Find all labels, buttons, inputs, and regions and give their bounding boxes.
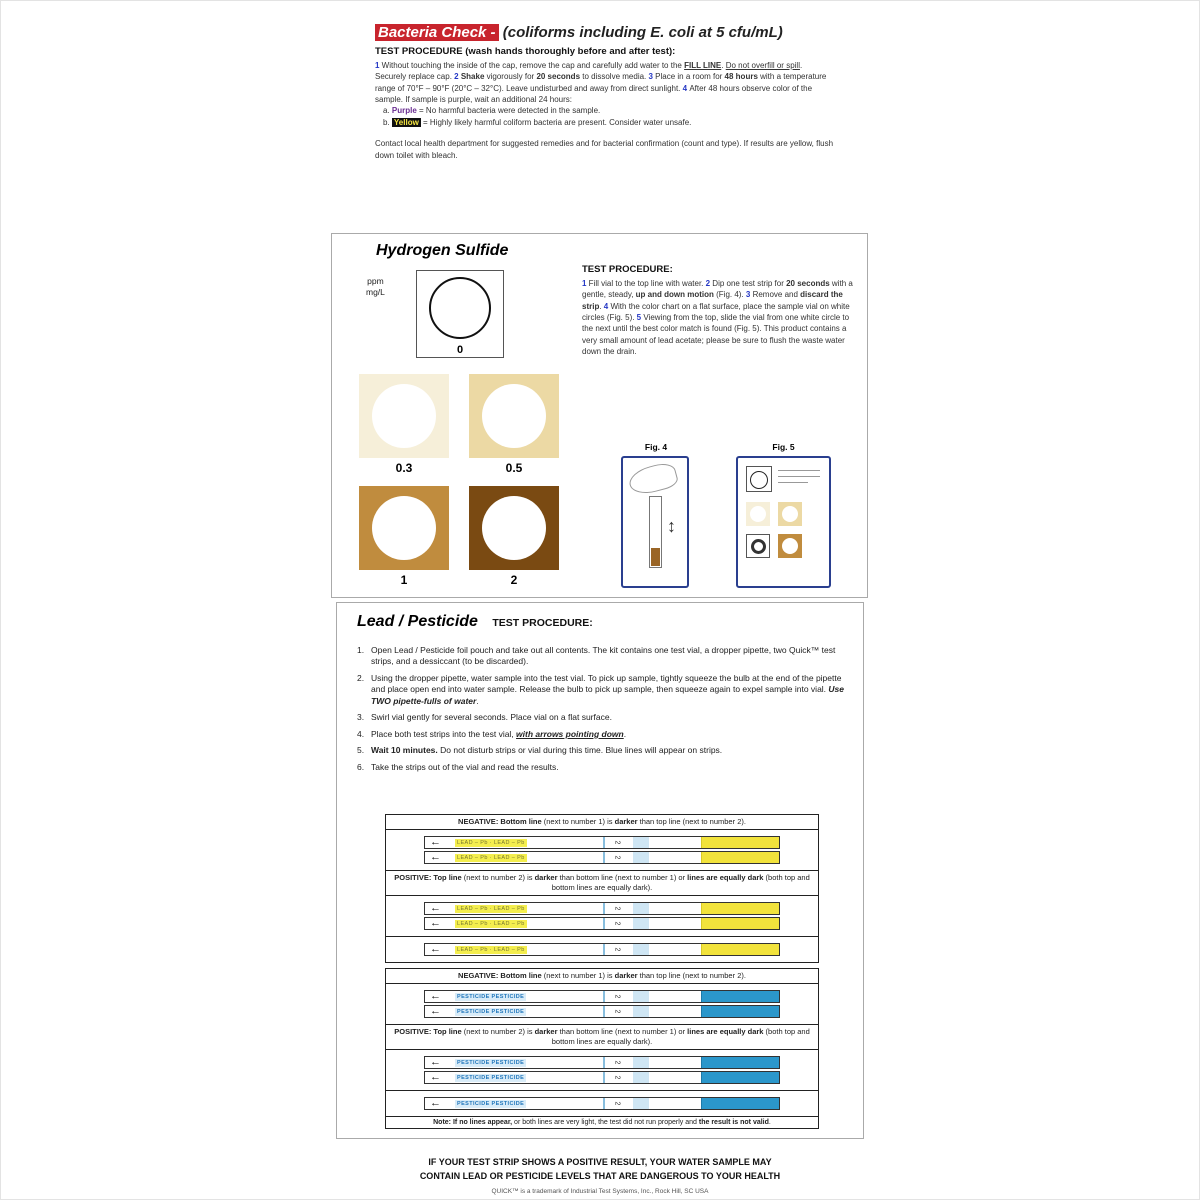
step-number: 1. <box>357 645 365 655</box>
pesticide-negative-header: NEGATIVE: Bottom line (next to number 1) is darker than top line (next to number 2). <box>385 968 819 984</box>
pesticide-test-strip <box>424 1056 780 1069</box>
pesticide-strip-pad <box>701 1098 779 1109</box>
strip-number-2: 2 <box>613 906 621 911</box>
lead-test-strip <box>424 902 780 915</box>
strip-result-band <box>633 1057 649 1068</box>
strip-arrow-icon: ← <box>430 1056 441 1069</box>
unit-mgl: mg/L <box>366 287 385 298</box>
lead-strip-label: LEAD – Pb · LEAD – Pb <box>457 947 525 954</box>
strip-result-line <box>603 918 605 929</box>
lead-strip-label: LEAD – Pb · LEAD – Pb <box>457 855 525 862</box>
lead-pesticide-procedure-heading: TEST PROCEDURE: <box>492 617 593 629</box>
pesticide-strip-label: PESTICIDE PESTICIDE <box>457 1101 525 1108</box>
step-6 <box>357 762 851 773</box>
dipping-strip-illustration <box>649 496 662 568</box>
color-chart-value-03: 0.3 <box>395 461 413 475</box>
trademark-notice: QUICK™ is a trademark of Industrial Test Systems, Inc., Rock Hill, SC USA <box>491 1188 709 1195</box>
strip-number-2: 2 <box>613 947 621 952</box>
color-chart-square-2 <box>469 486 559 570</box>
lead-strip-pad <box>701 918 779 929</box>
pesticide-negative-strips <box>385 983 819 1025</box>
step-text: Using the dropper pipette, water sample into the test vial. To pick up sample, tightly squeeze the bulb at the end of the pipette and place open end into water sample. Release the bulb to pick up sample, then squeeze again to expel sample into vial. Use TWO pipette-fulls of water. <box>371 672 844 706</box>
pesticide-strip-label: PESTICIDE PESTICIDE <box>457 1009 525 1016</box>
strip-result-line <box>603 852 605 863</box>
strip-number-2: 2 <box>613 921 621 926</box>
lead-strip-pad <box>701 903 779 914</box>
color-chart-square-0 <box>416 270 504 358</box>
lead-negative-header: NEGATIVE: Bottom line (next to number 1) is darker than top line (next to number 2). <box>385 814 819 830</box>
lead-strip-label: LEAD – Pb · LEAD – Pb <box>457 840 525 847</box>
bacteria-contact-text: Contact local health department for suggested remedies and for bacterial confirmation (count and type). If results are yellow, flush down toilet with bleach. <box>375 139 834 160</box>
pesticide-strip-label: PESTICIDE PESTICIDE <box>457 1075 525 1082</box>
color-chart-circle-03 <box>372 384 436 448</box>
bacteria-procedure-text: 1 Without touching the inside of the cap, remove the cap and carefully add water to the FILL LINE. Do not overfill or spill. Securely replace cap. 2 Shake vigorously for 20 seconds to dissolve media. 3 Place in a room for 48 hours with a temperature range of 70°F – 90°F (20°C – 32°C). Leave undisturbed and away from direct sunlight. 4 After 48 hours observe color of the sample. If sample is purple, wait an additional 24 hours: <box>375 61 827 105</box>
mini-chart-square-1 <box>778 534 802 558</box>
strip-arrow-icon: ← <box>430 1097 441 1110</box>
strip-result-line <box>603 1098 605 1109</box>
color-chart-circle-1 <box>372 496 436 560</box>
strip-result-band <box>633 837 649 848</box>
bacteria-check-title: Bacteria Check - <box>375 24 499 41</box>
lead-pesticide-steps <box>357 645 851 778</box>
mini-chart-square-05 <box>778 502 802 526</box>
strip-result-band <box>633 944 649 955</box>
pesticide-positive-strips-2 <box>385 1090 819 1117</box>
strip-result-line <box>603 1072 605 1083</box>
strip-arrow-icon: ← <box>430 851 441 864</box>
hand-illustration <box>626 460 679 498</box>
color-chart-value-2: 2 <box>510 573 518 587</box>
pesticide-test-strip <box>424 1005 780 1018</box>
step-number: 4. <box>357 728 365 739</box>
color-chart-circle-0 <box>429 277 491 339</box>
hydrogen-sulfide-title: Hydrogen Sulfide <box>376 242 509 259</box>
strip-result-band <box>633 991 649 1002</box>
step-number: 6. <box>357 761 365 772</box>
mini-circle <box>750 471 768 489</box>
pesticide-strip-label: PESTICIDE PESTICIDE <box>457 1060 525 1067</box>
lead-pesticide-title: Lead / Pesticide <box>357 613 478 630</box>
lead-test-strip <box>424 917 780 930</box>
fig5-caption-line <box>778 476 820 477</box>
strip-pad-illustration <box>651 548 660 566</box>
bacteria-procedure-heading: TEST PROCEDURE (wash hands thoroughly before and after test): <box>375 46 676 57</box>
mini-vial-top-view <box>746 534 770 558</box>
color-chart-value-05: 0.5 <box>505 461 523 475</box>
pesticide-test-strip <box>424 990 780 1003</box>
pesticide-test-strip <box>424 1071 780 1084</box>
mini-circle <box>782 538 798 554</box>
lead-positive-header: POSITIVE: Top line (next to number 2) is darker than bottom line (next to number 1) or lines are equally dark (both top and bottom lines are equally dark). <box>385 870 819 896</box>
strip-number-2: 2 <box>613 1075 621 1080</box>
mini-chart-square-03 <box>746 502 770 526</box>
mini-circle <box>782 506 798 522</box>
pesticide-test-strip <box>424 1097 780 1110</box>
strip-result-band <box>633 1098 649 1109</box>
strip-result-line <box>603 1057 605 1068</box>
fig4-diagram <box>621 456 689 588</box>
lead-negative-strips <box>385 829 819 871</box>
up-down-arrow-icon: ↕ <box>667 516 676 536</box>
strip-arrow-icon: ← <box>430 1071 441 1084</box>
strip-arrow-icon: ← <box>430 943 441 956</box>
color-chart-value-0: 0 <box>456 344 464 356</box>
bacteria-check-subtitle: (coliforms including E. coli at 5 cfu/mL) <box>498 24 783 41</box>
color-chart-square-03 <box>359 374 449 458</box>
strip-result-band <box>633 1006 649 1017</box>
lead-test-strip <box>424 836 780 849</box>
pesticide-strip-pad <box>701 1057 779 1068</box>
color-chart-value-1: 1 <box>400 573 408 587</box>
lead-positive-strips-1 <box>385 895 819 937</box>
hydrogen-procedure-heading: TEST PROCEDURE: <box>582 264 673 275</box>
step-text: Place both test strips into the test vial, with arrows pointing down. <box>371 728 627 739</box>
step-number: 3. <box>357 712 365 723</box>
strip-arrow-icon: ← <box>430 902 441 915</box>
strip-result-band <box>633 852 649 863</box>
bacteria-result-purple: a. Purple = No harmful bacteria were detected in the sample. <box>383 106 601 116</box>
strip-result-line <box>603 991 605 1002</box>
lead-pesticide-section <box>336 602 864 1139</box>
step-text: Take the strips out of the vial and read the results. <box>371 761 559 772</box>
strip-arrow-icon: ← <box>430 836 441 849</box>
strip-arrow-icon: ← <box>430 1005 441 1018</box>
lead-test-strip <box>424 943 780 956</box>
positive-result-warning <box>0 1156 1200 1183</box>
lead-strip-label: LEAD – Pb · LEAD – Pb <box>457 921 525 928</box>
bacteria-check-title-row <box>375 24 835 41</box>
bacteria-result-yellow: b. Yellow = Highly likely harmful coliform bacteria are present. Consider water unsafe. <box>383 117 692 127</box>
fig5-caption-line <box>778 482 808 483</box>
strip-arrow-icon: ← <box>430 917 441 930</box>
step-3 <box>357 712 851 723</box>
results-note: Note: If no lines appear, or both lines are very light, the test did not run properly and the result is not valid. <box>385 1116 819 1129</box>
mini-vial-ring <box>751 539 766 554</box>
hydrogen-procedure <box>582 264 860 358</box>
fig5-diagram <box>736 456 831 588</box>
step-text: Wait 10 minutes. Do not disturb strips or vial during this time. Blue lines will appear on strips. <box>371 745 723 756</box>
mini-circle <box>750 506 766 522</box>
step-2 <box>357 673 851 707</box>
ppm-unit-label <box>366 276 385 299</box>
lead-strip-pad <box>701 852 779 863</box>
lead-strip-pad <box>701 837 779 848</box>
fig5-caption-line <box>778 470 820 471</box>
unit-ppm: ppm <box>367 276 384 286</box>
step-number: 2. <box>357 672 365 683</box>
strip-result-band <box>633 1072 649 1083</box>
step-1 <box>357 645 851 668</box>
pesticide-strip-pad <box>701 991 779 1002</box>
strip-result-line <box>603 944 605 955</box>
color-chart-square-05 <box>469 374 559 458</box>
strip-number-2: 2 <box>613 1009 621 1014</box>
lead-strip-pad <box>701 944 779 955</box>
hydrogen-procedure-text: 1 Fill vial to the top line with water. 2 Dip one test strip for 20 seconds with a gentle, steady, up and down motion (Fig. 4). 3 Remove and discard the strip. 4 With the color chart on a flat surface, place the sample vial on white circles (Fig. 5). 5 Viewing from the top, slide the vial from one white circle to the next until the best color match is found (Fig. 5). This product contains a very small amount of lead acetate; please be sure to flush the waste water down the drain. <box>582 279 853 357</box>
warning-line-2: CONTAIN LEAD OR PESTICIDE LEVELS THAT ARE DANGEROUS TO YOUR HEALTH <box>419 1170 781 1181</box>
fig5-label: Fig. 5 <box>772 442 795 452</box>
fig4-label: Fig. 4 <box>644 442 668 452</box>
bacteria-check-section <box>375 24 835 161</box>
strip-result-line <box>603 1006 605 1017</box>
strip-number-2: 2 <box>613 840 621 845</box>
strip-result-line <box>603 903 605 914</box>
strip-result-band <box>633 918 649 929</box>
pesticide-strip-pad <box>701 1072 779 1083</box>
strip-number-2: 2 <box>613 994 621 999</box>
hydrogen-sulfide-section <box>331 233 868 598</box>
color-chart-circle-2 <box>482 496 546 560</box>
lead-pesticide-heading-row <box>357 613 593 631</box>
mini-chart-square-white <box>746 466 772 492</box>
step-number: 5. <box>357 745 365 756</box>
step-text: Swirl vial gently for several seconds. Place vial on a flat surface. <box>371 712 612 723</box>
pesticide-positive-header: POSITIVE: Top line (next to number 2) is darker than bottom line (next to number 1) or lines are equally dark (both top and bottom lines are equally dark). <box>385 1024 819 1050</box>
strip-number-2: 2 <box>613 1101 621 1106</box>
lead-positive-strips-2 <box>385 936 819 963</box>
lead-test-strip <box>424 851 780 864</box>
strip-number-2: 2 <box>613 1060 621 1065</box>
step-5 <box>357 745 851 756</box>
strip-result-line <box>603 837 605 848</box>
step-text: Open Lead / Pesticide foil pouch and take out all contents. The kit contains one test vial, a dropper pipette, two Quick™ test strips, and a dessiccant (to be discarded). <box>371 645 836 667</box>
pesticide-strip-pad <box>701 1006 779 1017</box>
strip-result-band <box>633 903 649 914</box>
lead-results-table <box>385 815 819 963</box>
color-chart-square-1 <box>359 486 449 570</box>
pesticide-results-table <box>385 969 819 1129</box>
color-chart-circle-05 <box>482 384 546 448</box>
pesticide-strip-label: PESTICIDE PESTICIDE <box>457 994 525 1001</box>
warning-line-1: IF YOUR TEST STRIP SHOWS A POSITIVE RESULT, YOUR WATER SAMPLE MAY <box>428 1157 772 1167</box>
strip-arrow-icon: ← <box>430 990 441 1003</box>
step-4 <box>357 729 851 740</box>
lead-strip-label: LEAD – Pb · LEAD – Pb <box>457 906 525 913</box>
strip-number-2: 2 <box>613 855 621 860</box>
pesticide-positive-strips-1 <box>385 1049 819 1091</box>
